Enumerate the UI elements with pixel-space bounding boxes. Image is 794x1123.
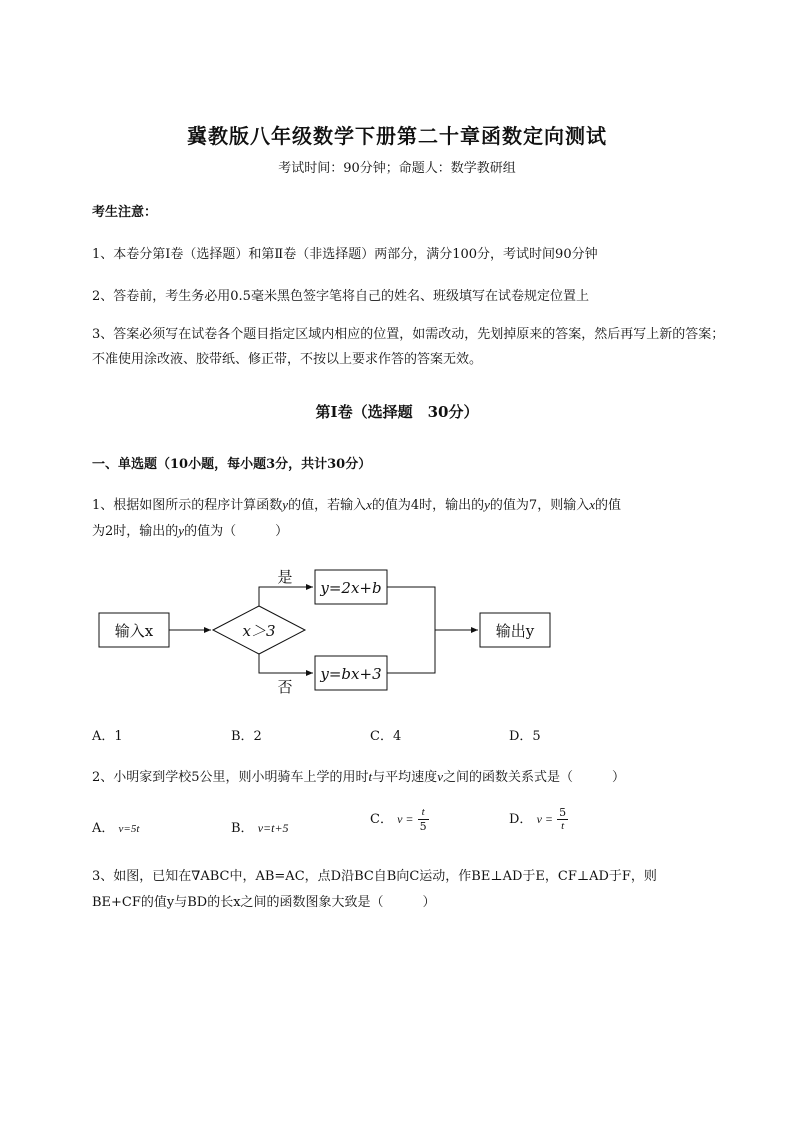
q1-choice-a[interactable]: A．1: [92, 729, 123, 744]
no-label: 否: [277, 678, 293, 696]
choice-formula: v=5t: [118, 823, 140, 835]
notice-heading: 考生注意：: [92, 205, 158, 220]
part-heading: 一、单选题（10小题，每小题3分，共计30分）: [92, 457, 372, 472]
yes-formula: y=2x+b: [320, 579, 382, 597]
denominator: 5: [419, 820, 427, 833]
yes-label: 是: [277, 568, 293, 586]
q3-stem-line1: 3、如图，已知在∇ABC中，AB=AC，点D沿BC自B向C运动，作BE⊥AD于E，CF⊥AD于F，则: [92, 869, 657, 884]
choice-formula: v=t+5: [257, 821, 289, 835]
q2-choice-a[interactable]: [92, 817, 139, 836]
var-x: x: [589, 497, 595, 512]
numerator: t: [418, 806, 429, 820]
q1-text: 1、根据如图所示的程序计算函数: [92, 498, 283, 513]
choice-label: B．: [231, 821, 254, 836]
q2-choice-b[interactable]: [231, 817, 289, 836]
no-branch-line: [259, 654, 313, 673]
denominator: t: [561, 820, 565, 832]
fraction: [418, 806, 429, 833]
choice-label: A．: [92, 821, 115, 836]
q2-text: 之间的函数关系式是（ ）: [442, 770, 625, 785]
exam-info: 考试时间：90分钟；命题人：数学教研组: [278, 161, 516, 176]
yes-branch-line: [259, 587, 313, 606]
q2-stem: [92, 766, 625, 785]
notice-item-3: 3、答案必须写在试卷各个题目指定区域内相应的位置，如需改动，先划掉原来的答案，然后再写上新的答案；不准使用涂改液、胶带纸、修正带，不按以上要求作答的答案无效。: [92, 327, 725, 367]
page-title: 冀教版八年级数学下册第二十章函数定向测试: [187, 124, 607, 148]
q2-text: 2、小明家到学校5公里，则小明骑车上学的用时: [92, 770, 369, 785]
notice-item-1: 1、本卷分第I卷（选择题）和第Ⅱ卷（非选择题）两部分，满分100分，考试时间90分钟: [92, 247, 598, 262]
q1-stem-line2: [92, 520, 288, 539]
q1-choice-d[interactable]: D．5: [509, 729, 541, 744]
var-t: t: [368, 769, 373, 784]
merge-line: [387, 587, 435, 673]
q1-stem-line1: [92, 494, 621, 513]
choice-label: D．: [509, 812, 533, 827]
choice-lhs: v =: [397, 812, 414, 826]
output-label: 输出y: [495, 622, 535, 640]
q1-choice-b[interactable]: B．2: [231, 729, 262, 744]
q1-text: 的值为4时，输出的: [371, 498, 485, 513]
notice-item-2: 2、答卷前，考生务必用0.5毫米黑色签字笔将自己的姓名、班级填写在试卷规定位置上: [92, 289, 589, 304]
q1-text: 的值，若输入: [288, 498, 367, 513]
var-v: v: [437, 769, 443, 784]
q1-text: 的值为（ ）: [184, 524, 289, 539]
var-x: x: [366, 497, 372, 512]
q2-choice-d[interactable]: [509, 806, 568, 833]
condition-label: x＞3: [242, 622, 276, 640]
q1-text: 的值: [594, 498, 621, 513]
section-title: 第I卷（选择题 30分）: [315, 403, 479, 421]
fraction: [557, 806, 568, 833]
q2-text: 与平均速度: [372, 770, 438, 785]
q1-text: 的值为7，则输入: [489, 498, 590, 513]
q2-choice-c[interactable]: [370, 806, 429, 833]
var-y: y: [484, 497, 490, 512]
q1-text: 为2时，输出的: [92, 524, 179, 539]
q3-stem-line2: BE+CF的值y与BD的长x之间的函数图象大致是（ ）: [92, 895, 436, 910]
no-formula: y=bx+3: [320, 665, 382, 683]
input-label: 输入x: [114, 622, 154, 640]
numerator: 5: [559, 806, 567, 819]
q1-flowchart: [95, 560, 565, 700]
var-y: y: [282, 497, 289, 512]
var-y: y: [178, 523, 185, 538]
q1-choice-c[interactable]: C．4: [370, 729, 402, 744]
choice-label: C．: [370, 812, 393, 827]
choice-lhs: v =: [536, 812, 554, 826]
